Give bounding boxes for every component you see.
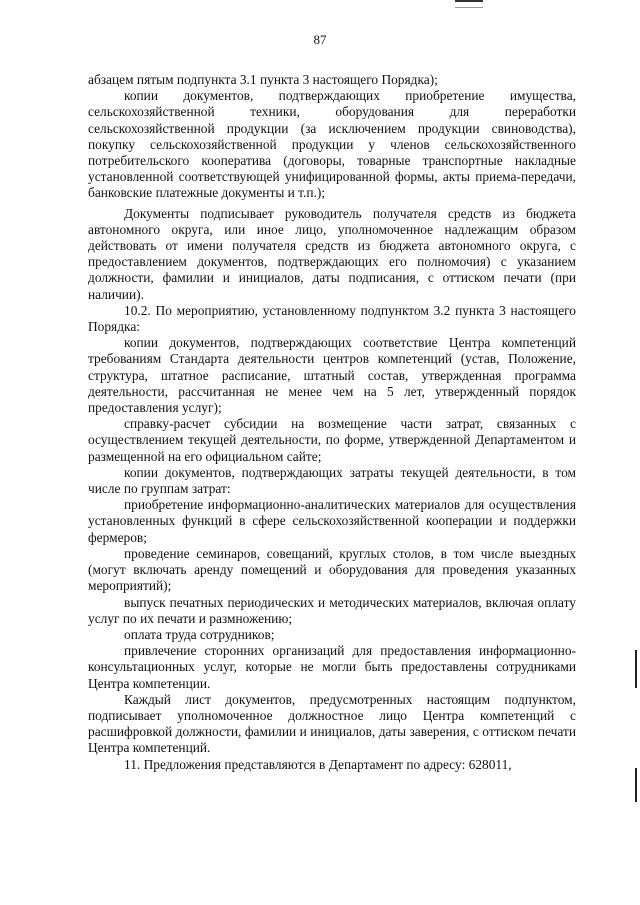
scan-edge-mark-right bbox=[635, 768, 637, 802]
paragraph: Документы подписывает руководитель получателя средств из бюджета автономного округа, или иное лицо, уполномоченное надлежащим образом действовать от имени получателя средств из бюджета автономного округа, с предоставлением документов, подтверждающих его полномочия) с указанием должности, фамилии и инициалов, даты подписания, с оттиском печати (при наличии). bbox=[88, 205, 576, 302]
paragraph: привлечение сторонних организаций для предоставления информационно-консультационных услуг, которые не могли быть предоставлены сотрудниками Центра компетенции. bbox=[88, 643, 576, 691]
paragraph: выпуск печатных периодических и методических материалов, включая оплату услуг по их печати и размножению; bbox=[88, 594, 576, 626]
paragraph: оплата труда сотрудников; bbox=[124, 626, 275, 642]
scan-edge-mark-right bbox=[635, 650, 637, 688]
paragraph: Каждый лист документов, предусмотренных настоящим подпунктом, подписывает уполномоченное должностное лицо Центра компетенций с расшифровкой должности, фамилии и инициалов, даты заверения, с оттиском печати Центра компетенций. bbox=[88, 691, 576, 756]
paragraph: справку-расчет субсидии на возмещение части затрат, связанных с осуществлением текущей деятельности, по форме, утвержденной Департаментом и размещенной на его официальном сайте; bbox=[88, 416, 576, 464]
page-number: 87 bbox=[313, 32, 327, 47]
paragraph: копии документов, подтверждающих затраты текущей деятельности, в том числе по группам затрат: bbox=[88, 464, 576, 497]
paragraph: проведение семинаров, совещаний, круглых столов, в том числе выездных (могут включать аренду помещений и оборудования для проведения указанных мероприятий); bbox=[88, 545, 576, 594]
scan-edge-mark bbox=[455, 0, 483, 8]
paragraph: приобретение информационно-аналитических материалов для осуществления установленных функций в сфере сельскохозяйственной кооперации и поддержки фермеров; bbox=[88, 497, 576, 545]
document-body bbox=[88, 72, 576, 773]
paragraph: копии документов, подтверждающих приобретение имущества, сельскохозяйственной техники, оборудования для переработки сельскохозяйственной продукции (за исключением продукции свиноводства), покупку сельскохозяйственной продукции у членов сельскохозяйственного потребительского кооператива (договоры, товарные транспортные накладные установленной соответствующей унифицированной формы, акты приема-передачи, банковские платежные документы и т.п.); bbox=[88, 88, 576, 201]
paragraph: абзацем пятым подпункта 3.1 пункта 3 настоящего Порядка); bbox=[88, 72, 438, 87]
paragraph: копии документов, подтверждающих соответствие Центра компетенций требованиям Стандарта деятельности центров компетенций (устав, Положение, структура, штатное расписание, штатный состав, утвержденная программа деятельности, рассчитанная не менее чем на 5 лет, утвержденный порядок предоставления услуг); bbox=[88, 335, 576, 416]
paragraph: 11. Предложения представляются в Департамент по адресу: 628011, bbox=[124, 756, 512, 772]
paragraph: 10.2. По мероприятию, установленному подпунктом 3.2 пункта 3 настоящего Порядка: bbox=[88, 302, 576, 335]
